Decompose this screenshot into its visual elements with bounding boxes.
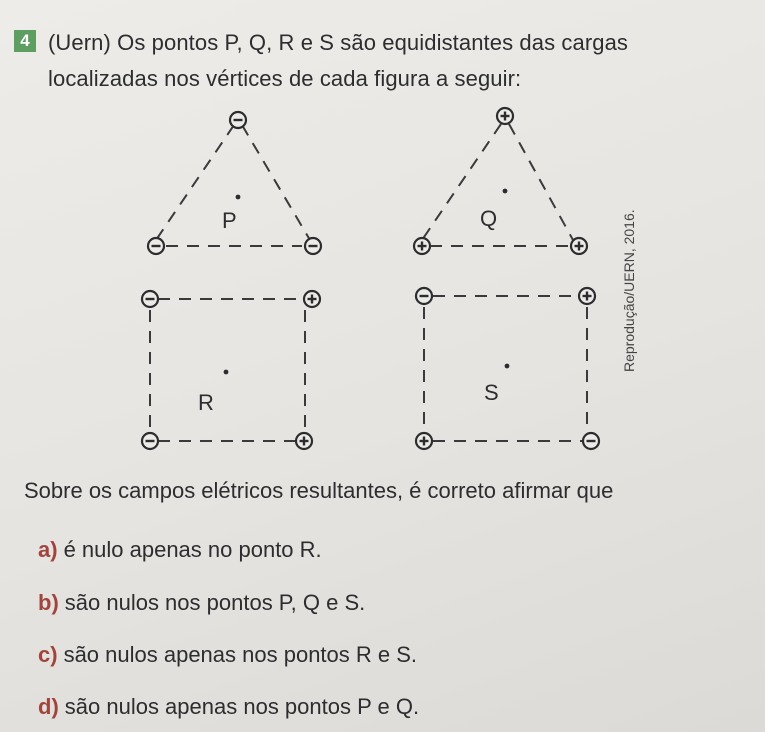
option-b-text: são nulos nos pontos P, Q e S.	[64, 590, 366, 615]
charge-triangle-q-top-positive	[497, 108, 513, 124]
point-p-dot	[236, 195, 241, 200]
triangle-q-right-side	[509, 124, 573, 240]
point-r-dot	[224, 370, 229, 375]
option-c-text: são nulos apenas nos pontos R e S.	[63, 642, 418, 667]
option-d	[38, 692, 419, 722]
option-d-letter: d)	[38, 694, 59, 719]
charge-square-s-top-left-negative	[416, 288, 432, 304]
charge-square-r-top-left-negative	[142, 291, 158, 307]
option-a-text: é nulo apenas no ponto R.	[63, 537, 322, 562]
image-credit: Reprodução/UERN, 2016.	[621, 209, 637, 372]
point-p-label: P	[222, 208, 237, 233]
charge-triangle-p-right-negative	[305, 238, 321, 254]
charge-triangle-q-left-positive	[414, 238, 430, 254]
charge-triangle-p-left-negative	[148, 238, 164, 254]
option-c-letter: c)	[38, 642, 58, 667]
point-q-dot	[503, 189, 508, 194]
charge-square-r-bottom-right-positive	[296, 433, 312, 449]
triangle-p-right-side	[242, 125, 310, 240]
charge-square-s-top-right-positive	[579, 288, 595, 304]
option-c	[38, 640, 417, 670]
question-prompt: Sobre os campos elétricos resultantes, é correto afirmar que	[24, 478, 614, 503]
charge-square-r-top-right-positive	[304, 291, 320, 307]
option-a-letter: a)	[38, 537, 58, 562]
charge-square-s-bottom-left-positive	[416, 433, 432, 449]
option-b-letter: b)	[38, 590, 59, 615]
stem-line-2: localizadas nos vértices de cada figura a seguir:	[48, 66, 522, 91]
point-r-label: R	[198, 390, 214, 415]
charge-square-s-bottom-right-negative	[583, 433, 599, 449]
option-a	[38, 535, 322, 565]
stem-line-1: (Uern) Os pontos P, Q, R e S são equidistantes das cargas	[48, 30, 629, 55]
question-number-badge: 4	[14, 30, 36, 52]
charge-triangle-p-top-negative	[230, 112, 246, 128]
point-q-label: Q	[480, 206, 498, 231]
option-d-text: são nulos apenas nos pontos P e Q.	[64, 694, 420, 719]
point-s-label: S	[484, 380, 499, 405]
point-s-dot	[505, 364, 510, 369]
charge-triangle-q-right-positive	[571, 238, 587, 254]
option-b	[38, 588, 365, 618]
charge-square-r-bottom-left-negative	[142, 433, 158, 449]
